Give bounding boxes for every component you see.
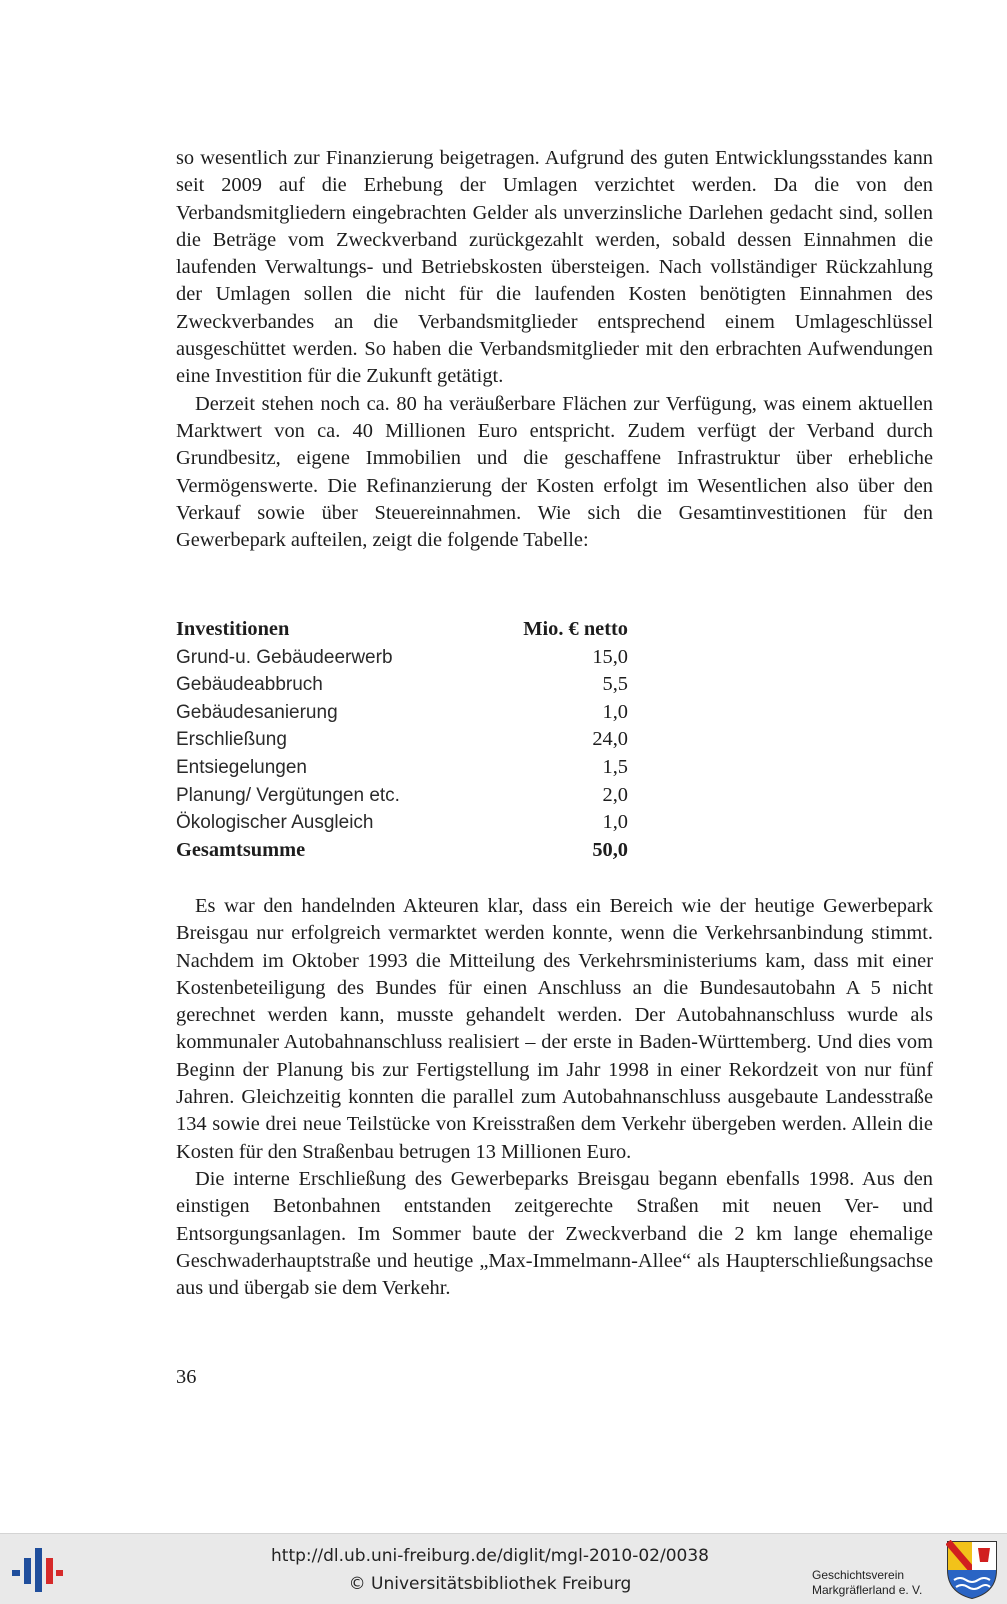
table-row: [176, 809, 628, 837]
table-row: [176, 726, 628, 754]
ub-freiburg-logo-icon: [8, 1544, 64, 1596]
total-value: 50,0: [592, 838, 628, 861]
table-row: [176, 644, 628, 672]
table-row: [176, 754, 628, 782]
table-row: [176, 782, 628, 810]
paragraph: Es war den handelnden Akteuren klar, dass ein Bereich wie der heutige Gewerbepark Breisgau nur erfolgreich vermarktet werden konnte, wenn die Verkehrsanbindung stimmt. Nachdem im Oktober 1993 die Mitteilung des Verkehrsministeriums kam, dass mit einer Kostenbeteiligung des Bundes für einen Anschluss an die Bundesautobahn A 5 nicht gerechnet werden kann, musste gehandelt werden. Der Autobahnanschluss wurde als kommunaler Autobahnanschluss realisiert – der erste in Baden-Württemberg. Und dies vom Beginn der Planung bis zur Fertigstellung im Jahr 1998 in einer Rekordzeit von nur fünf Jahren. Gleichzeitig konnten die parallel zum Autobahnanschluss ausgebaute Landesstraße 134 sowie drei neue Teilstücke von Kreisstraßen dem Verkehr übergeben werden. Allein die Kosten für den Straßenbau betrugen 13 Millionen Euro.: [176, 895, 933, 1163]
table-row: [176, 699, 628, 727]
row-label: Ökologischer Ausgleich: [176, 812, 374, 834]
row-label: Erschließung: [176, 729, 287, 751]
table-total-row: [176, 837, 628, 865]
table-row: [176, 671, 628, 699]
row-label: Grund-u. Gebäudeerwerb: [176, 646, 393, 668]
page-number: 36: [176, 1366, 197, 1388]
row-value: 1,0: [602, 700, 628, 723]
total-label: Gesamtsumme: [176, 838, 306, 861]
row-label: Gebäudesanierung: [176, 701, 338, 723]
paragraph: Derzeit stehen noch ca. 80 ha veräußerbare Flächen zur Verfügung, was einem aktuellen Marktwert von ca. 40 Millionen Euro entspricht. Zudem verfügt der Verband durch Grundbesitz, eigene Immobilien und die geschaffene Infrastruktur über erhebliche Vermögenswerte. Die Refinanzierung der Kosten erfolgt im Wesentlichen also über den Verkauf sowie über Steuereinnahmen. Wie sich die Gesamtinvestitionen für den Gewerbepark aufteilen, zeigt die folgende Tabelle:: [176, 392, 933, 552]
column-header-amount: Mio. € netto: [523, 618, 628, 640]
row-label: Entsiegelungen: [176, 756, 307, 778]
row-value: 2,0: [602, 783, 628, 806]
paragraph: Die interne Erschließung des Gewerbeparks Breisgau begann ebenfalls 1998. Aus den einstigen Betonbahnen entstanden zeitgerechte Straßen mit neuen Ver- und Entsorgungsanlagen. Im Sommer baute der Zweckverband die 2 km lange ehemalige Geschwaderhauptstraße und heutige „Max-Immelmann-Allee“ als Haupterschließungsachse aus und übergab sie dem Verkehr.: [176, 1167, 933, 1300]
row-value: 15,0: [592, 645, 628, 668]
coat-of-arms-icon: [946, 1540, 998, 1600]
row-value: 1,0: [602, 811, 628, 834]
investment-table: [176, 616, 628, 864]
footer-copyright: © Universitätsbibliothek Freiburg: [348, 1574, 632, 1594]
row-label: Planung/ Vergütungen etc.: [176, 784, 400, 806]
paragraph: so wesentlich zur Finanzierung beigetragen. Aufgrund des guten Entwicklungsstandes kann seit 2009 auf die Erhebung der Umlagen verzichtet werden. Da die von den Verbandsmitgliedern eingebrachten Gelder als unverzinsliche Darlehen gedacht sind, sollen die Beträge vom Zweckverband zurückgezahlt werden, sobald dessen Einnahmen die laufenden Verwaltungs- und Betriebskosten übersteigen. Nach vollständiger Rückzahlung der Umlagen sollen die nicht für die laufenden Kosten benötigten Einnahmen des Zweckverbandes an die Verbandsmitglieder entsprechend einem Umlageschlüssel ausgeschüttet werden. So haben die Verbandsmitglieder mit den erbrachten Aufwendungen eine Investition für die Zukunft getätigt.: [176, 147, 933, 388]
row-value: 5,5: [602, 673, 628, 696]
row-value: 1,5: [602, 755, 628, 778]
column-header-investitionen: Investitionen: [176, 618, 290, 640]
society-line: Geschichtsverein: [812, 1568, 905, 1582]
body-text-top: [176, 145, 933, 554]
body-text-bottom: [176, 893, 933, 1302]
table-header-row: [176, 616, 628, 644]
footer-bar: [0, 1533, 1007, 1604]
row-value: 24,0: [592, 728, 628, 751]
society-name: [812, 1568, 922, 1598]
society-line: Markgräflerland e. V.: [812, 1583, 923, 1597]
footer-url-link[interactable]: http://dl.ub.uni-freiburg.de/diglit/mgl-2010-02/0038: [271, 1546, 709, 1566]
row-label: Gebäudeabbruch: [176, 674, 323, 696]
